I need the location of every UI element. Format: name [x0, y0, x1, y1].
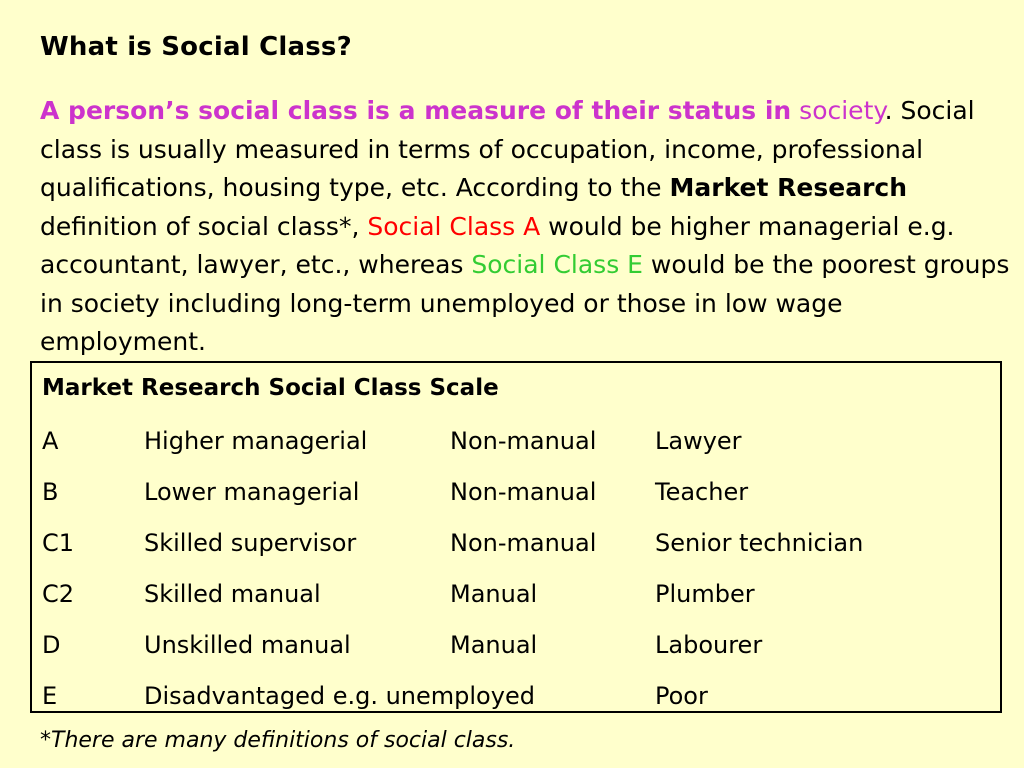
intro-paragraph — [40, 92, 1010, 362]
intro-text: would be higher managerial e.g. accountant, lawyer, etc., whereas — [40, 211, 955, 279]
intro-text: would be the poorest groups in society including long-term unemployed or those in low wage employment. — [40, 250, 1010, 356]
class-description: Skilled supervisor — [144, 529, 357, 557]
class-example: Teacher — [655, 478, 749, 506]
class-code: A — [42, 427, 59, 455]
class-type: Non-manual — [450, 529, 597, 557]
definition-text-end: society — [799, 96, 885, 125]
class-example: Senior technician — [655, 529, 864, 557]
class-type: Manual — [450, 580, 538, 608]
class-type: Non-manual — [450, 427, 597, 455]
page-title: What is Social Class? — [40, 32, 352, 62]
class-code: B — [42, 478, 59, 506]
definition-text: A person’s social class is a measure of their status in — [40, 96, 792, 125]
class-code: C2 — [42, 580, 75, 608]
intro-text: . Social class is usually measured in terms of occupation, income, professional qualifications, housing type, etc. According to the — [40, 96, 975, 202]
class-example: Labourer — [655, 631, 763, 659]
class-description: Higher managerial — [144, 427, 368, 455]
class-code: E — [42, 682, 58, 710]
class-example: Lawyer — [655, 427, 742, 455]
class-code: D — [42, 631, 61, 659]
class-description: Skilled manual — [144, 580, 321, 608]
class-description: Disadvantaged e.g. unemployed — [144, 682, 535, 710]
social-class-scale-box — [30, 361, 1002, 713]
class-code: C1 — [42, 529, 75, 557]
class-description: Lower managerial — [144, 478, 360, 506]
social-class-a-term: Social Class A — [367, 211, 541, 241]
social-class-e-term: Social Class E — [471, 250, 643, 279]
class-example: Plumber — [655, 580, 755, 608]
class-description: Unskilled manual — [144, 631, 351, 659]
intro-text: definition of social class*, — [40, 211, 368, 241]
scale-heading: Market Research Social Class Scale — [42, 375, 499, 401]
footnote: *There are many definitions of social class. — [40, 728, 516, 753]
class-type: Non-manual — [450, 478, 597, 506]
class-example: Poor — [655, 682, 708, 710]
market-research-term: Market Research — [669, 173, 908, 202]
class-type: Manual — [450, 631, 538, 659]
